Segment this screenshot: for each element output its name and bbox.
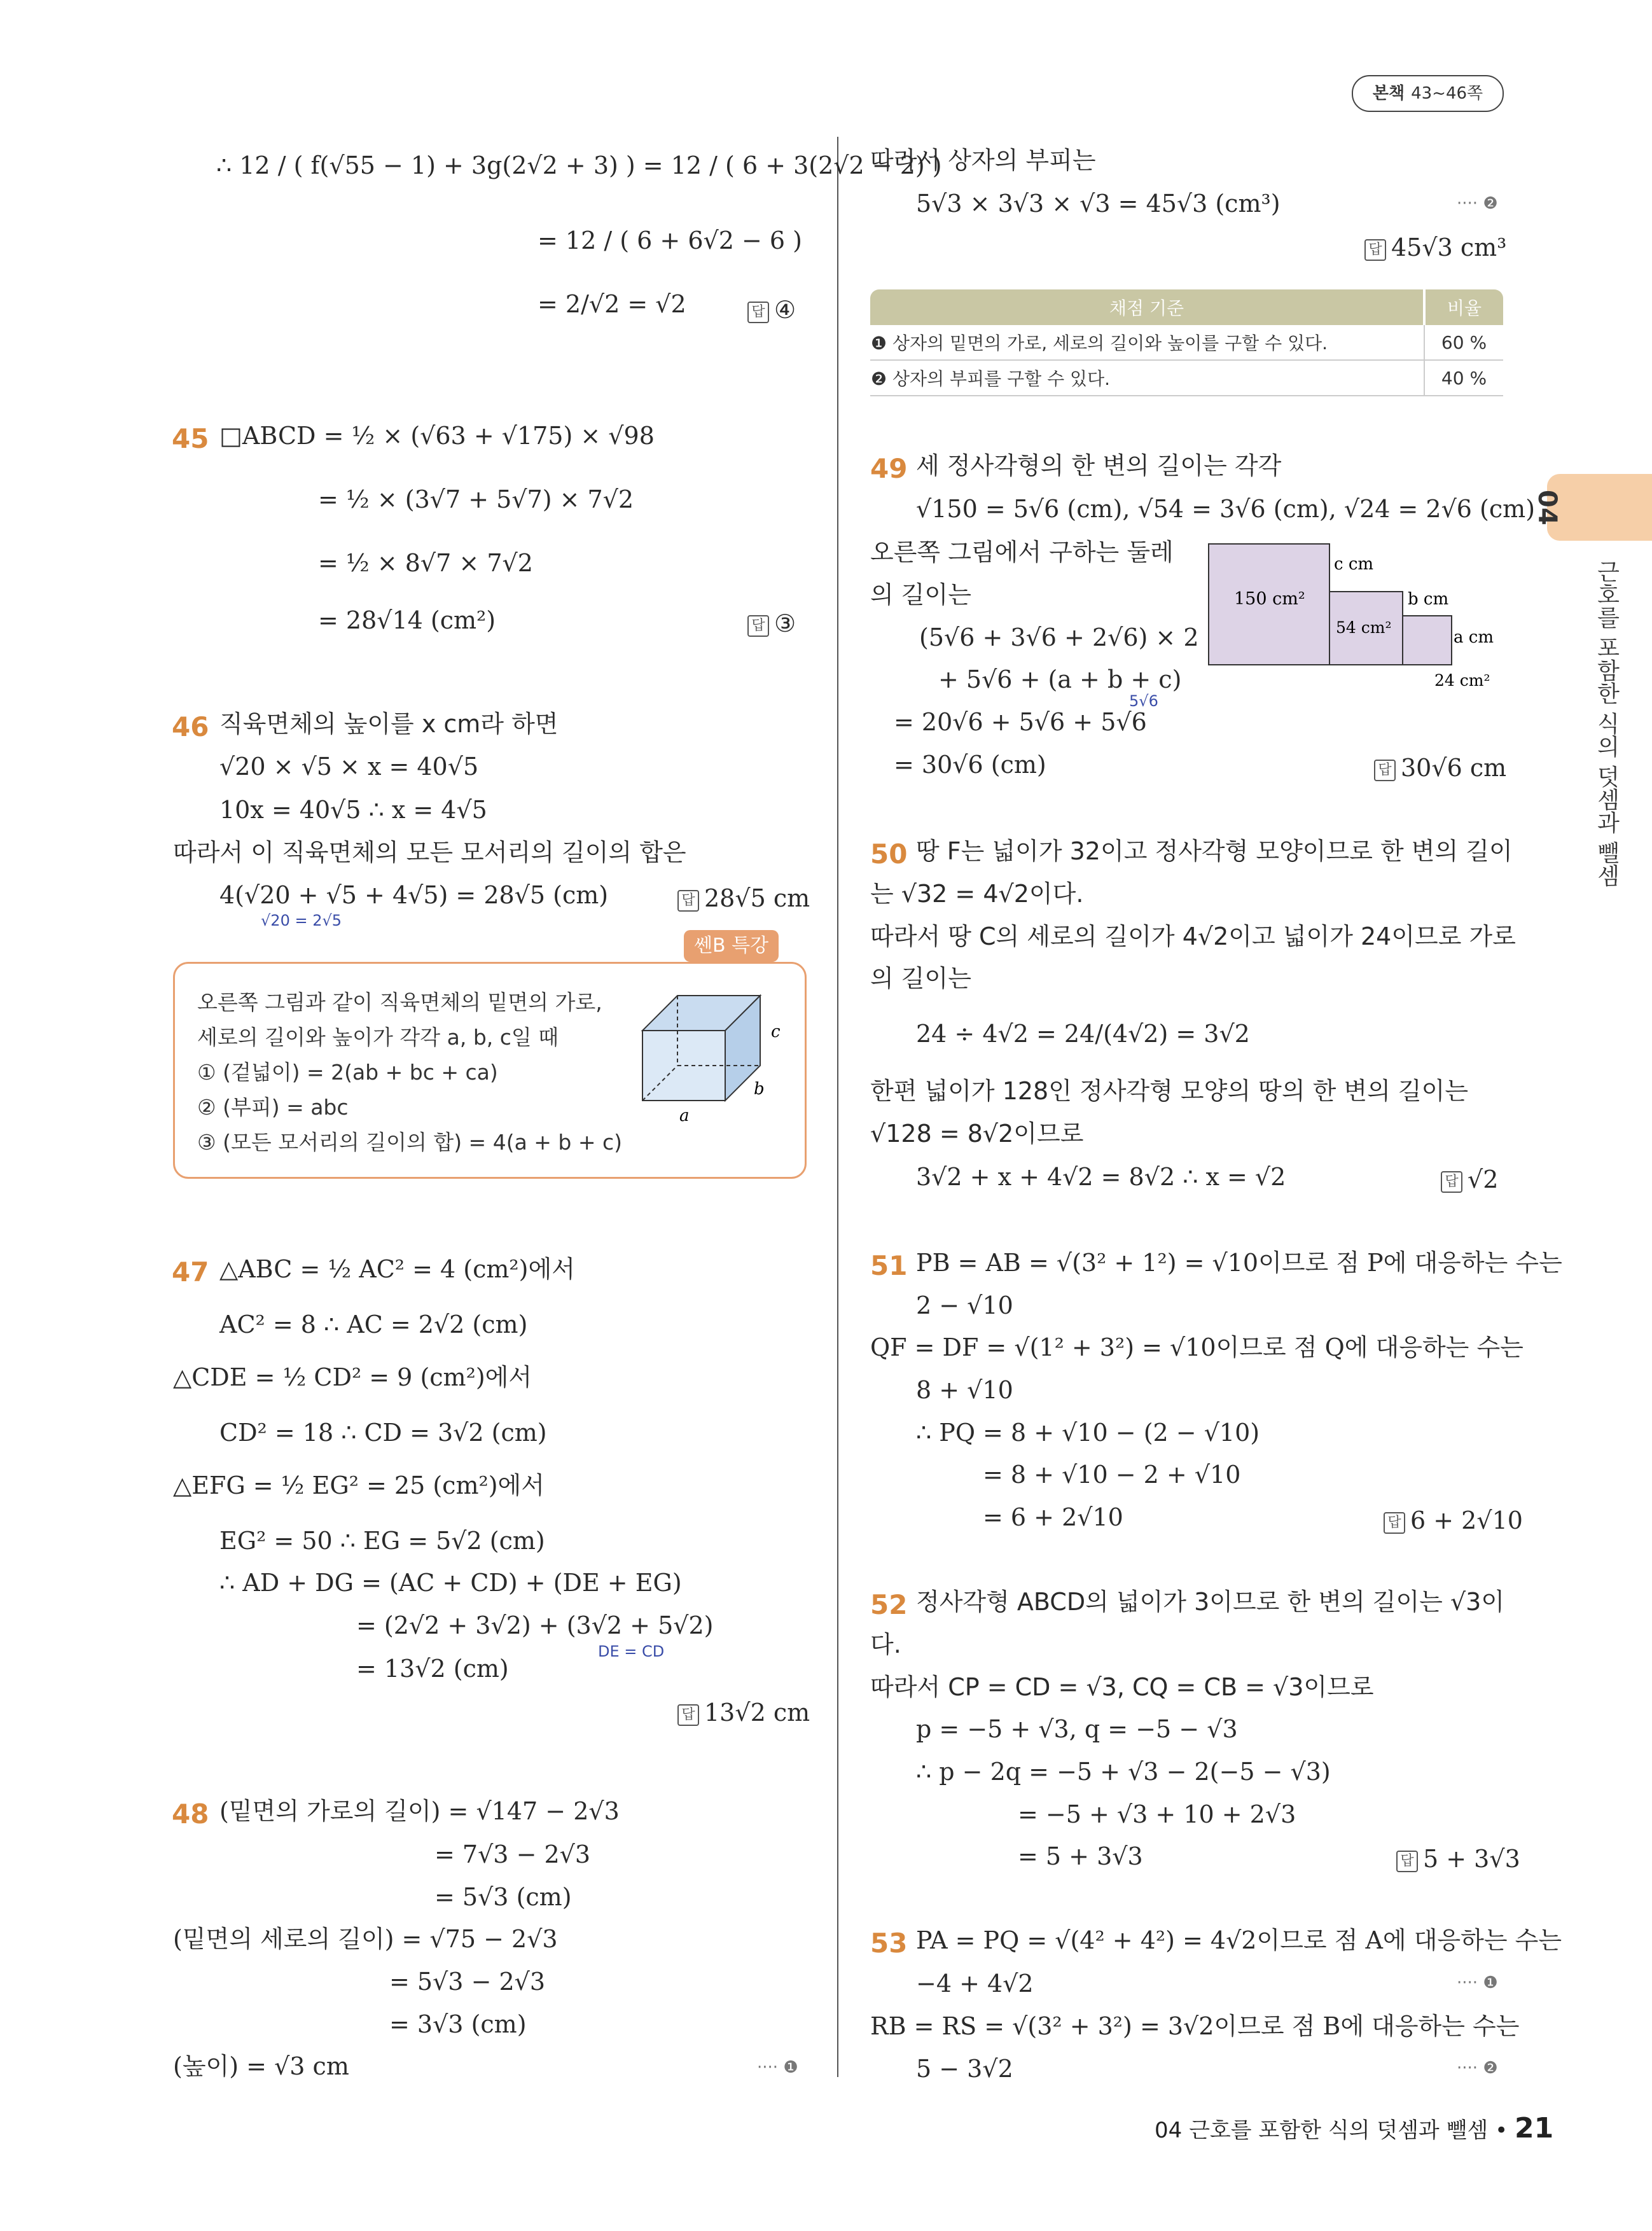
math-line: CD² = 18 ∴ CD = 3√2 (cm) bbox=[219, 1419, 547, 1447]
step-marker: ···· ❶ bbox=[757, 2058, 798, 2077]
text-line: 는 √32 = 4√2이다. bbox=[870, 880, 1084, 908]
answer-value: 30√6 cm bbox=[1401, 754, 1507, 782]
chapter-side-title: 근호를 포함한 식의 덧셈과 뺄셈 bbox=[1593, 560, 1620, 887]
annotation-note: DE = CD bbox=[598, 1643, 665, 1660]
answer-value: 5 + 3√3 bbox=[1423, 1845, 1520, 1873]
math-line: 2 − √10 bbox=[916, 1291, 1013, 1319]
math-line: PA = PQ = √(4² + 4²) = 4√2이므로 점 A에 대응하는 수는 bbox=[916, 1926, 1562, 1954]
text-line: 따라서 이 직육면체의 모든 모서리의 길이의 합은 bbox=[173, 838, 686, 866]
text-line: 직육면체의 높이를 x cm라 하면 bbox=[219, 710, 559, 738]
answer bbox=[677, 884, 810, 912]
math-line: = 7√3 − 2√3 bbox=[434, 1840, 591, 1868]
math-line: (밑면의 가로의 길이) = √147 − 2√3 bbox=[219, 1797, 620, 1825]
text-line: 따라서 상자의 부피는 bbox=[870, 146, 1096, 174]
answer bbox=[677, 1699, 810, 1727]
grading-rate: 60 % bbox=[1424, 325, 1503, 360]
math-line: QF = DF = √(1² + 3²) = √10이므로 점 Q에 대응하는 수는 bbox=[870, 1333, 1524, 1361]
math-line: △CDE = ½ CD² = 9 (cm²)에서 bbox=[173, 1363, 532, 1391]
math-line: = ½ × (3√7 + 5√7) × 7√2 bbox=[318, 485, 634, 513]
answer bbox=[1441, 1165, 1498, 1193]
answer-mark-icon: 답 bbox=[677, 1704, 699, 1726]
math-line: = 13√2 (cm) bbox=[356, 1655, 509, 1683]
tip-line: 오른쪽 그림과 같이 직육면체의 밑면의 가로, bbox=[197, 990, 602, 1015]
text-line: 오른쪽 그림에서 구하는 둘레 bbox=[870, 538, 1174, 566]
tip-line: ① (겉넓이) = 2(ab + bc + ca) bbox=[197, 1060, 498, 1085]
tip-box-tag: 쎈B 특강 bbox=[684, 930, 779, 962]
answer-mark-icon: 답 bbox=[1374, 760, 1396, 781]
math-line: = −5 + √3 + 10 + 2√3 bbox=[1018, 1800, 1296, 1828]
answer-value: 13√2 cm bbox=[704, 1699, 810, 1727]
page-footer bbox=[1155, 2112, 1553, 2144]
math-line: (5√6 + 3√6 + 2√6) × 2 bbox=[919, 623, 1199, 651]
grading-rate: 40 % bbox=[1424, 360, 1503, 396]
math-line: 8 + √10 bbox=[916, 1376, 1013, 1404]
label-c: c bbox=[771, 1022, 781, 1041]
text-line: 따라서 땅 C의 세로의 길이가 4√2이고 넓이가 24이므로 가로 bbox=[870, 922, 1516, 950]
math-line: √150 = 5√6 (cm), √54 = 3√6 (cm), √24 = 2√6 (cm) bbox=[916, 495, 1536, 523]
math-line: = 20√6 + 5√6 + 5√6 bbox=[894, 708, 1147, 736]
page-reference-badge bbox=[1352, 75, 1504, 112]
math-line: √20 × √5 × x = 40√5 bbox=[219, 753, 479, 781]
math-line: △ABC = ½ AC² = 4 (cm²)에서 bbox=[219, 1255, 575, 1283]
grading-criteria: ❷ 상자의 부피를 구할 수 있다. bbox=[870, 360, 1424, 396]
answer-value: √2 bbox=[1468, 1165, 1499, 1193]
chapter-tab bbox=[1547, 474, 1652, 541]
problem-number: 48 bbox=[172, 1798, 209, 1830]
tip-line: 세로의 길이와 높이가 각각 a, b, c일 때 bbox=[197, 1025, 559, 1050]
problem-number: 51 bbox=[870, 1250, 908, 1281]
answer-mark-icon: 답 bbox=[677, 890, 699, 912]
math-line: EG² = 50 ∴ EG = 5√2 (cm) bbox=[219, 1527, 545, 1555]
grading-criteria: ❶ 상자의 밑면의 가로, 세로의 길이와 높이를 구할 수 있다. bbox=[870, 325, 1424, 360]
annotation-note: √20 = 2√5 bbox=[261, 912, 342, 929]
problem-number: 47 bbox=[172, 1256, 209, 1288]
answer-mark-icon: 답 bbox=[747, 302, 769, 323]
tip-line: ② (부피) = abc bbox=[197, 1095, 349, 1120]
grading-row bbox=[870, 325, 1503, 360]
badge-label: 본책 bbox=[1372, 84, 1405, 103]
math-line: 5 − 3√2 bbox=[916, 2055, 1013, 2083]
text-line: 세 정사각형의 한 변의 길이는 각각 bbox=[916, 452, 1282, 480]
math-line: = 6 + 2√10 bbox=[983, 1503, 1123, 1531]
grading-row bbox=[870, 360, 1503, 396]
math-line: 5√3 × 3√3 × √3 = 45√3 (cm³) bbox=[916, 190, 1281, 218]
answer bbox=[1396, 1845, 1520, 1873]
math-line: = (2√2 + 3√2) + (3√2 + 5√2) bbox=[356, 1611, 714, 1639]
math-line: = 28√14 (cm²) bbox=[318, 606, 496, 634]
cuboid-figure bbox=[630, 973, 789, 1126]
side-label: a cm bbox=[1454, 628, 1494, 647]
answer bbox=[747, 296, 796, 324]
answer-mark-icon: 답 bbox=[1441, 1171, 1462, 1193]
answer bbox=[1374, 754, 1506, 782]
math-line: PB = AB = √(3² + 1²) = √10이므로 점 P에 대응하는 수는 bbox=[916, 1249, 1562, 1277]
math-line: = 30√6 (cm) bbox=[894, 751, 1046, 779]
step-marker: ···· ❶ bbox=[1457, 1973, 1498, 1992]
footer-separator: • bbox=[1495, 2118, 1508, 2143]
answer-value: 28√5 cm bbox=[704, 884, 810, 912]
math-line: 24 ÷ 4√2 = 24/(4√2) = 3√2 bbox=[916, 1020, 1250, 1048]
math-line: ∴ AD + DG = (AC + CD) + (DE + EG) bbox=[219, 1569, 682, 1597]
text-line: 땅 F는 넓이가 32이고 정사각형 모양이므로 한 변의 길이 bbox=[916, 837, 1513, 865]
answer-value: 45√3 cm³ bbox=[1391, 233, 1507, 261]
answer-mark-icon: 답 bbox=[1364, 239, 1386, 261]
square-label: 24 cm² bbox=[1434, 671, 1490, 690]
square-label: 54 cm² bbox=[1336, 618, 1392, 637]
math-line: (높이) = √3 cm bbox=[173, 2052, 349, 2080]
math-line: + 5√6 + (a + b + c) bbox=[938, 665, 1182, 693]
text-line: 의 길이는 bbox=[870, 581, 971, 609]
annotation-note: 5√6 bbox=[1129, 692, 1158, 710]
answer bbox=[747, 609, 796, 637]
math-line: △EFG = ½ EG² = 25 (cm²)에서 bbox=[173, 1471, 545, 1499]
tip-line: ③ (모든 모서리의 길이의 합) = 4(a + b + c) bbox=[197, 1130, 623, 1155]
answer bbox=[1384, 1506, 1523, 1534]
text-line: 다. bbox=[870, 1630, 901, 1658]
grading-header-criteria: 채점 기준 bbox=[870, 289, 1424, 325]
step-marker: ···· ❷ bbox=[1457, 2059, 1498, 2078]
math-line: ∴ PQ = 8 + √10 − (2 − √10) bbox=[916, 1419, 1260, 1447]
math-line: = 5 + 3√3 bbox=[1018, 1842, 1143, 1870]
answer bbox=[1364, 233, 1506, 261]
squares-figure bbox=[1205, 541, 1504, 693]
text-line: 정사각형 ABCD의 넓이가 3이므로 한 변의 길이는 √3이 bbox=[916, 1588, 1505, 1616]
math-line: = 8 + √10 − 2 + √10 bbox=[983, 1461, 1241, 1489]
math-line: = 5√3 − 2√3 bbox=[389, 1968, 546, 1996]
math-line: −4 + 4√2 bbox=[916, 1970, 1034, 1998]
text-line: 한편 넓이가 128인 정사각형 모양의 땅의 한 변의 길이는 bbox=[870, 1077, 1469, 1105]
math-line: = 5√3 (cm) bbox=[434, 1883, 572, 1911]
label-a: a bbox=[679, 1106, 690, 1125]
answer-value: 6 + 2√10 bbox=[1410, 1506, 1523, 1534]
side-label: c cm bbox=[1334, 555, 1374, 574]
problem-number: 53 bbox=[870, 1928, 908, 1959]
column-divider bbox=[837, 137, 838, 2077]
math-line: (밑면의 세로의 길이) = √75 − 2√3 bbox=[173, 1925, 558, 1953]
math-line: 10x = 40√5 ∴ x = 4√5 bbox=[219, 796, 487, 824]
math-line: ∴ 12 / ( f(√55 − 1) + 3g(2√2 + 3) ) = 12 / ( 6 + 3(2√2 − 2) ) bbox=[216, 151, 942, 179]
chapter-tab-number: 04 bbox=[1532, 490, 1562, 525]
label-b: b bbox=[754, 1080, 765, 1099]
math-line: = 3√3 (cm) bbox=[389, 2010, 527, 2038]
answer-value: ④ bbox=[774, 296, 796, 324]
math-line: = ½ × 8√7 × 7√2 bbox=[318, 549, 533, 577]
math-line: 4(√20 + √5 + 4√5) = 28√5 (cm) bbox=[219, 881, 609, 909]
side-label: b cm bbox=[1408, 590, 1449, 609]
problem-number: 46 bbox=[172, 711, 209, 742]
problem-number: 49 bbox=[870, 453, 908, 484]
math-line: = 12 / ( 6 + 6√2 − 6 ) bbox=[538, 226, 802, 254]
math-line: = 2/√2 = √2 bbox=[538, 290, 686, 318]
footer-chapter: 04 근호를 포함한 식의 덧셈과 뺄셈 bbox=[1155, 2118, 1489, 2143]
square-label: 150 cm² bbox=[1234, 589, 1305, 609]
math-line: RB = RS = √(3² + 3²) = 3√2이므로 점 B에 대응하는 수는 bbox=[870, 2012, 1520, 2040]
grading-header-rate: 비율 bbox=[1424, 289, 1503, 325]
text-line: 의 길이는 bbox=[870, 964, 971, 992]
page-number: 21 bbox=[1514, 2112, 1554, 2144]
math-line: p = −5 + √3, q = −5 − √3 bbox=[916, 1715, 1238, 1743]
step-marker: ···· ❷ bbox=[1457, 194, 1498, 213]
text-line: √128 = 8√2이므로 bbox=[870, 1120, 1084, 1148]
answer-mark-icon: 답 bbox=[747, 615, 769, 637]
answer-mark-icon: 답 bbox=[1384, 1512, 1405, 1534]
math-line: ∴ p − 2q = −5 + √3 − 2(−5 − √3) bbox=[916, 1758, 1331, 1786]
problem-number: 50 bbox=[870, 838, 908, 870]
answer-mark-icon: 답 bbox=[1396, 1851, 1418, 1872]
math-line: AC² = 8 ∴ AC = 2√2 (cm) bbox=[219, 1310, 528, 1338]
problem-number: 45 bbox=[172, 423, 209, 454]
text-line: 따라서 CP = CD = √3, CQ = CB = √3이므로 bbox=[870, 1673, 1374, 1701]
grading-table bbox=[870, 289, 1503, 396]
problem-number: 52 bbox=[870, 1589, 908, 1620]
badge-pages: 43~46쪽 bbox=[1411, 84, 1483, 103]
math-line: □ABCD = ½ × (√63 + √175) × √98 bbox=[219, 422, 655, 450]
math-line: 3√2 + x + 4√2 = 8√2 ∴ x = √2 bbox=[916, 1163, 1286, 1191]
answer-value: ③ bbox=[774, 609, 796, 637]
